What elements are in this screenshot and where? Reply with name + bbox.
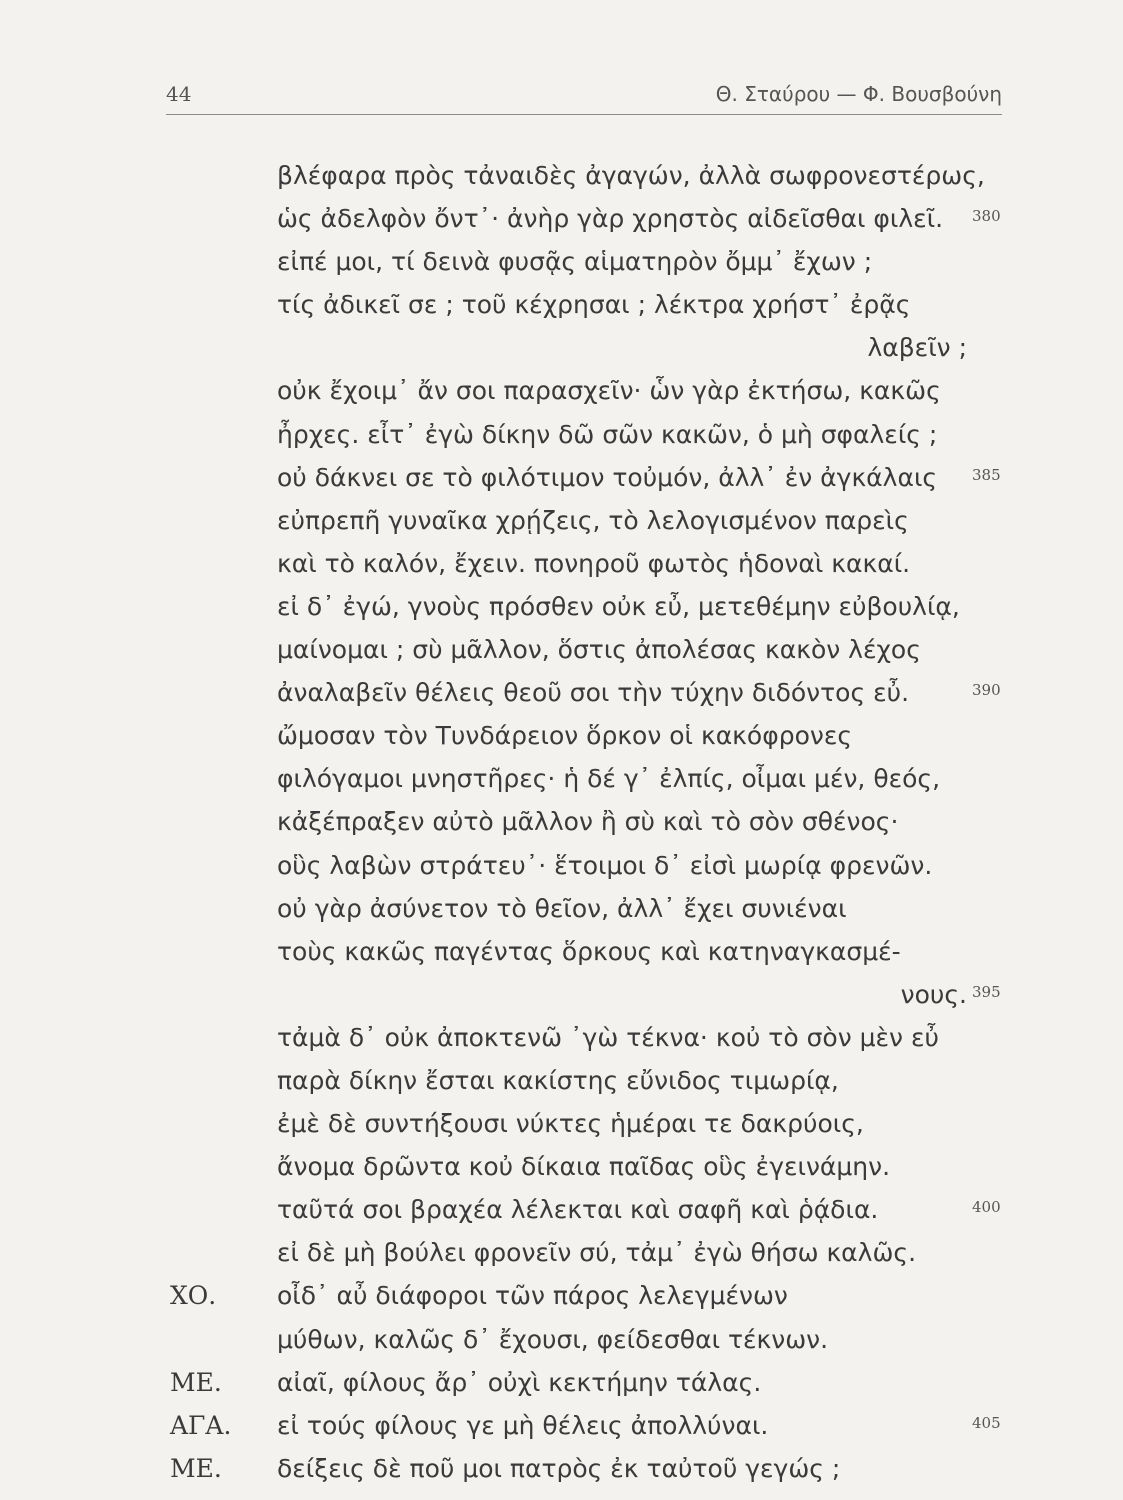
speaker-label: ΧΟ. <box>170 1281 217 1311</box>
verse-text: ἐμὲ δὲ συντήξουσι νύκτες ἡμέραι τε δακρύοις, <box>277 1109 864 1139</box>
verse-text: τἀμὰ δ᾽ οὐκ ἀποκτενῶ ᾽γὼ τέκνα· κοὐ τὸ σὸν μὲν εὖ <box>277 1022 939 1052</box>
verse-text: ὤμοσαν τὸν Τυνδάρειον ὅρκον οἱ κακόφρονες <box>277 721 853 751</box>
page-header <box>166 82 1002 112</box>
verse-text: μαίνομαι ; σὺ μᾶλλον, ὅστις ἀπολέσας κακὸν λέχος <box>277 635 921 665</box>
verse-text: δείξεις δὲ ποῦ μοι πατρὸς ἐκ ταὐτοῦ γεγώς ; <box>277 1453 841 1483</box>
verse-line <box>0 326 1123 369</box>
verse-line <box>0 585 1123 628</box>
verse-line <box>0 542 1123 585</box>
line-number: 395 <box>972 982 1001 1001</box>
verse-text: παρὰ δίκην ἔσται κακίστης εὔνιδος τιμωρίᾳ, <box>277 1065 839 1095</box>
verse-line <box>0 1102 1123 1145</box>
verse-text: τοὺς κακῶς παγέντας ὅρκους καὶ κατηναγκασμέ- <box>277 936 901 966</box>
verse-text: εἰ δὲ μὴ βούλει φρονεῖν σύ, τἀμ᾽ ἐγὼ θήσω καλῶς. <box>277 1238 917 1268</box>
verse-line <box>0 1404 1123 1447</box>
verse-line <box>0 1059 1123 1102</box>
verse-text: οὐκ ἔχοιμ᾽ ἄν σοι παρασχεῖν· ὧν γὰρ ἐκτήσω, κακῶς <box>277 376 941 406</box>
verse-line <box>0 413 1123 456</box>
speaker-label: ΜΕ. <box>170 1453 222 1483</box>
verse-line <box>0 369 1123 412</box>
verse-line <box>0 1188 1123 1231</box>
verse-line <box>0 930 1123 973</box>
line-number: 390 <box>972 681 1001 700</box>
verse-line <box>0 887 1123 930</box>
verse-line <box>0 671 1123 714</box>
verse-line <box>0 973 1123 1016</box>
verse-block <box>0 154 1123 1490</box>
verse-line <box>0 456 1123 499</box>
verse-text: εἰ δ᾽ ἐγώ, γνοὺς πρόσθεν οὐκ εὖ, μετεθέμην εὐβουλίᾳ, <box>277 591 960 621</box>
verse-text: εἰ τούς φίλους γε μὴ θέλεις ἀπολλύναι. <box>277 1410 769 1440</box>
running-head: Θ. Σταύρου — Φ. Βουσβούνη <box>715 82 1002 106</box>
verse-line <box>0 757 1123 800</box>
verse-text: αἰαῖ, φίλους ἄρ᾽ οὐχὶ κεκτήμην τάλας. <box>277 1367 762 1397</box>
verse-line <box>0 499 1123 542</box>
verse-text: λαβεῖν ; <box>867 333 967 363</box>
verse-line <box>0 628 1123 671</box>
verse-text: μύθων, καλῶς δ᾽ ἔχουσι, φείδεσθαι τέκνων. <box>277 1324 829 1354</box>
verse-text: εἰπέ μοι, τί δεινὰ φυσᾷς αἱματηρὸν ὄμμ᾽ ἔχων ; <box>277 247 873 277</box>
verse-text: νους. <box>900 979 967 1009</box>
header-rule <box>166 114 1002 115</box>
verse-text: οὓς λαβὼν στράτευ᾽· ἕτοιμοι δ᾽ εἰσὶ μωρίᾳ φρενῶν. <box>277 850 933 880</box>
verse-text: ταῦτά σοι βραχέα λέλεκται καὶ σαφῆ καὶ ῥᾴδια. <box>277 1195 879 1225</box>
speaker-label: ΑΓΑ. <box>170 1410 232 1440</box>
verse-text: οἶδ᾽ αὖ διάφοροι τῶν πάρος λελεγμένων <box>277 1281 788 1311</box>
verse-line <box>0 240 1123 283</box>
verse-text: ἄνομα δρῶντα κοὐ δίκαια παῖδας οὓς ἐγεινάμην. <box>277 1152 891 1182</box>
verse-text: οὐ δάκνει σε τὸ φιλότιμον τοὐμόν, ἀλλ᾽ ἐν ἀγκάλαις <box>277 462 938 492</box>
verse-line <box>0 1145 1123 1188</box>
verse-line <box>0 154 1123 197</box>
verse-line <box>0 1318 1123 1361</box>
line-number: 385 <box>972 465 1001 484</box>
verse-text: κἀξέπραξεν αὐτὸ μᾶλλον ἢ σὺ καὶ τὸ σὸν σθένος· <box>277 807 899 837</box>
verse-text: βλέφαρα πρὸς τἀναιδὲς ἀγαγών, ἀλλὰ σωφρονεστέρως, <box>277 161 985 190</box>
verse-text: ὡς ἀδελφὸν ὄντ᾽· ἀνὴρ γὰρ χρηστὸς αἰδεῖσθαι φιλεῖ. <box>277 204 944 234</box>
line-number: 380 <box>972 207 1001 226</box>
verse-line <box>0 1361 1123 1404</box>
verse-text: εὐπρεπῆ γυναῖκα χρῄζεις, τὸ λελογισμένον παρεὶς <box>277 505 909 535</box>
verse-text: καὶ τὸ καλόν, ἔχειν. πονηροῦ φωτὸς ἡδοναὶ κακαί. <box>277 548 911 578</box>
verse-text: ἦρχες. εἶτ᾽ ἐγὼ δίκην δῶ σῶν κακῶν, ὁ μὴ σφαλείς ; <box>277 419 938 449</box>
verse-text: ἀναλαβεῖν θέλεις θεοῦ σοι τὴν τύχην διδόντος εὖ. <box>277 678 910 708</box>
verse-line <box>0 1274 1123 1317</box>
verse-text: οὐ γὰρ ἀσύνετον τὸ θεῖον, ἀλλ᾽ ἔχει συνιέναι <box>277 893 847 923</box>
page-number: 44 <box>166 82 192 106</box>
verse-line <box>0 844 1123 887</box>
verse-text: φιλόγαμοι μνηστῆρες· ἡ δέ γ᾽ ἐλπίς, οἶμαι μέν, θεός, <box>277 764 941 794</box>
verse-line <box>0 1016 1123 1059</box>
verse-line <box>0 714 1123 757</box>
verse-line <box>0 1231 1123 1274</box>
verse-line <box>0 1447 1123 1490</box>
speaker-label: ΜΕ. <box>170 1367 222 1397</box>
line-number: 405 <box>972 1413 1001 1432</box>
verse-text: τίς ἀδικεῖ σε ; τοῦ κέχρησαι ; λέκτρα χρήστ᾽ ἐρᾷς <box>277 290 911 320</box>
verse-line <box>0 283 1123 326</box>
verse-line <box>0 800 1123 843</box>
line-number: 400 <box>972 1198 1001 1217</box>
verse-line <box>0 197 1123 240</box>
